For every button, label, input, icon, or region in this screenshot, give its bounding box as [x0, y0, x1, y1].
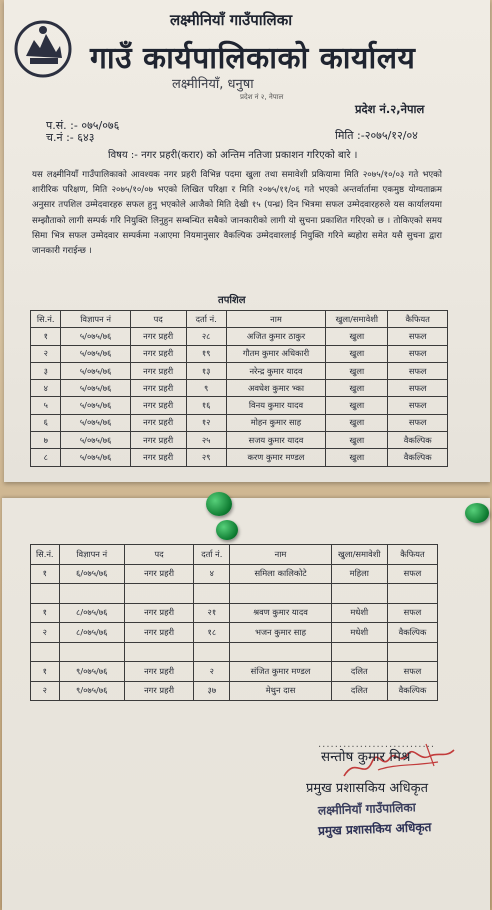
table-cell: सफल — [388, 380, 448, 397]
table-cell: २ — [31, 681, 60, 701]
table-cell: खुला — [326, 380, 388, 397]
table-cell: ३७ — [194, 681, 230, 701]
table-cell: खुला — [326, 362, 388, 379]
dispatch-number: च.नं :- ६४३ — [46, 131, 95, 144]
table-cell: ८ — [31, 449, 61, 466]
table-cell: समिला कालिकोटे — [230, 564, 331, 584]
column-header: विज्ञापन नं — [59, 545, 124, 565]
letter-date: मिति :-२०७५/१२/०४ — [335, 129, 418, 142]
signature-line: ............................ — [318, 739, 436, 750]
table-cell: विनय कुमार यादव — [226, 397, 326, 414]
table-cell: ५/०७५/७६ — [61, 449, 130, 466]
results-table-open — [30, 310, 448, 467]
table-cell: खुला — [326, 449, 388, 466]
municipality-name: लक्ष्मीनियाँ गाउँपालिका — [170, 11, 293, 29]
table-cell: खुला — [326, 345, 388, 362]
table-cell: संजित कुमार मण्डल — [230, 662, 331, 682]
column-header: दर्ता नं. — [186, 311, 226, 328]
table-cell — [124, 642, 193, 662]
table-cell: ८/०७५/७६ — [59, 623, 124, 643]
table-cell — [194, 584, 230, 604]
table-cell: ४ — [194, 564, 230, 584]
table-cell: ५/०७५/७६ — [61, 432, 130, 449]
table-cell — [387, 584, 437, 604]
column-header: दर्ता नं. — [194, 545, 230, 565]
table-row — [31, 380, 448, 397]
table-cell: नगर प्रहरी — [124, 623, 193, 643]
table-cell — [59, 584, 124, 604]
column-header: खुला/समावेशी — [326, 311, 388, 328]
table-cell: नगर प्रहरी — [124, 603, 193, 623]
table-cell: महिला — [331, 564, 387, 584]
table-row — [31, 564, 438, 584]
signatory-title: प्रमुख प्रशासकिय अधिकृत — [306, 781, 429, 796]
column-header: पद — [130, 311, 186, 328]
address-stamp: लक्ष्मीनियाँ, धनुषा — [172, 77, 254, 92]
table-cell: नरेन्द्र कुमार यादव — [226, 362, 326, 379]
table-cell: नगर प्रहरी — [130, 328, 186, 345]
notice-body: यस लक्ष्मीनियाँ गाउँपालिकाको आवश्यक नगर प्रहरी विभिन्न पदमा खुला तथा समावेशी प्रकियामा मिति २०७५/१०/०३ गते भएको शारीरिक परिक्षण, मिति २०७५/१०/०७ भएको लिखित परिक्षा र मिति २०७५/११/०६ गते भएको अन्तर्वार्तामा एकमुष्ठ योग्यताक्रम अनुसार तपशिल उम्मेदवारहरु सफल हुनु भएकोले आजैको मिति देखी १५ (पन्ध्र) दिन भित्रमा सफल उम्मेदवारहरुले यस कार्यालयमा सम्झौताको लागी सम्पर्क गरि नियुक्ति लिनुहुन सम्बन्धित सबैको जानकारीको लागी यो सुचना प्रकाशित गरिएको छ । तोकिएको समय सिमा भित्र सफल उम्मेदवार सम्पर्कमा नआएमा नियमानुसार वैकल्पिक उम्मेदवारलाई नियुक्ति गरिने ब्यहोरा समेत यसै सुचना द्वारा जानकारी गराईन्छ । — [32, 170, 442, 257]
table-row — [31, 414, 448, 431]
table-caption: तपशिल — [218, 295, 246, 306]
table-cell: २५ — [186, 432, 226, 449]
table-row — [31, 681, 438, 701]
table-cell: सफल — [388, 345, 448, 362]
table-cell: १३ — [186, 362, 226, 379]
table-cell: ९/०७५/७६ — [59, 662, 124, 682]
table-cell: नगर प्रहरी — [124, 681, 193, 701]
column-header: नाम — [226, 311, 326, 328]
table-cell: नगर प्रहरी — [130, 397, 186, 414]
table-cell — [59, 642, 124, 662]
table-cell: नगर प्रहरी — [130, 380, 186, 397]
table-cell: ७ — [31, 432, 61, 449]
table-cell: वैकल्पिक — [387, 623, 437, 643]
table-cell: नगर प्रहरी — [130, 362, 186, 379]
table-row — [31, 584, 438, 604]
column-header: पद — [124, 545, 193, 565]
column-header: सि.नं. — [31, 311, 61, 328]
table-cell: गौतम कुमार अधिकारी — [226, 345, 326, 362]
table-cell: १ — [31, 564, 60, 584]
table-cell: १ — [31, 603, 60, 623]
table-cell — [387, 642, 437, 662]
table-row — [31, 449, 448, 466]
table-cell: दलित — [331, 681, 387, 701]
table-cell: २ — [31, 345, 61, 362]
table-cell: २१ — [194, 603, 230, 623]
table-cell: १८ — [194, 623, 230, 643]
table-cell: सफल — [388, 328, 448, 345]
letter-reference-number: प.सं. :- ०७५/०७६ — [46, 119, 120, 132]
table-cell — [230, 642, 331, 662]
table-cell — [124, 584, 193, 604]
column-header: कैफियत — [387, 545, 437, 565]
table-cell: सजय कुमार यादव — [226, 432, 326, 449]
table-cell: मधेशी — [331, 603, 387, 623]
column-header: सि.नं. — [31, 545, 60, 565]
table-header-row — [31, 545, 438, 565]
table-cell: करण कुमार मण्डल — [226, 449, 326, 466]
table-cell: वैकल्पिक — [387, 681, 437, 701]
table-cell: १ — [31, 328, 61, 345]
office-title: गाउँ कार्यपालिकाको कार्यालय — [90, 41, 416, 76]
column-header: खुला/समावेशी — [331, 545, 387, 565]
column-header: कैफियत — [388, 311, 448, 328]
table-row — [31, 432, 448, 449]
official-stamp-line2: प्रमुख प्रशासकिय अधिकृत — [317, 820, 432, 838]
column-header: नाम — [230, 545, 331, 565]
table-cell: नगर प्रहरी — [130, 432, 186, 449]
table-cell: ५/०७५/७६ — [61, 397, 130, 414]
table-cell — [31, 584, 60, 604]
table-cell: मोहन कुमार साह — [226, 414, 326, 431]
table-cell: ५/०७५/७६ — [61, 380, 130, 397]
table-cell: २ — [31, 623, 60, 643]
table-cell — [331, 642, 387, 662]
table-row — [31, 397, 448, 414]
table-cell — [194, 642, 230, 662]
table-cell: सफल — [388, 362, 448, 379]
table-cell: सफल — [388, 414, 448, 431]
subject-line: विषय :- नगर प्रहरी(करार) को अन्तिम नतिजा प्रकाशन गरिएको बारे । — [108, 150, 358, 161]
nepal-emblem-icon — [12, 18, 74, 80]
address-stamp-small: प्रदेश नं २, नेपाल — [240, 93, 284, 101]
table-cell: ९/०७५/७६ — [59, 681, 124, 701]
table-cell: ५/०७५/७६ — [61, 328, 130, 345]
table-row — [31, 642, 438, 662]
table-row — [31, 623, 438, 643]
table-row — [31, 362, 448, 379]
green-pushpin-icon — [206, 492, 232, 516]
table-cell: मधेशी — [331, 623, 387, 643]
table-cell: वैकल्पिक — [388, 449, 448, 466]
signatory-name: सन्तोष कुमार मिश्र — [321, 749, 411, 765]
table-cell: सफल — [388, 397, 448, 414]
table-cell: ६ — [31, 414, 61, 431]
table-cell: नगर प्रहरी — [130, 414, 186, 431]
table-cell: ४ — [31, 380, 61, 397]
table-cell: खुला — [326, 414, 388, 431]
table-cell — [31, 642, 60, 662]
table-row — [31, 345, 448, 362]
green-pushpin-icon — [216, 520, 238, 540]
table-cell: नगर प्रहरी — [124, 564, 193, 584]
table-cell: नगर प्रहरी — [124, 662, 193, 682]
table-row — [31, 662, 438, 682]
table-cell: अवधेश कुमार भ्का — [226, 380, 326, 397]
table-cell: १२ — [186, 414, 226, 431]
table-cell: ५/०७५/७६ — [61, 362, 130, 379]
table-cell: श्रवण कुमार यादव — [230, 603, 331, 623]
table-cell: नगर प्रहरी — [130, 345, 186, 362]
table-cell: ८/०७५/७६ — [59, 603, 124, 623]
table-cell: २८ — [186, 328, 226, 345]
table-cell: १९ — [186, 345, 226, 362]
table-cell: ५/०७५/७६ — [61, 345, 130, 362]
results-table-inclusive — [30, 544, 438, 701]
table-cell: ५ — [31, 397, 61, 414]
column-header: विज्ञापन नं — [61, 311, 130, 328]
table-cell: खुला — [326, 397, 388, 414]
table-cell: मेथुन दास — [230, 681, 331, 701]
table-cell: १ — [31, 662, 60, 682]
table-cell: अजित कुमार ठाकुर — [226, 328, 326, 345]
table-cell: १६ — [186, 397, 226, 414]
table-cell: २९ — [186, 449, 226, 466]
table-cell: ३ — [31, 362, 61, 379]
table-cell — [331, 584, 387, 604]
table-header-row — [31, 311, 448, 328]
table-cell: खुला — [326, 328, 388, 345]
table-cell: नगर प्रहरी — [130, 449, 186, 466]
table-cell: भजन कुमार साह — [230, 623, 331, 643]
table-row — [31, 328, 448, 345]
table-cell: सफल — [387, 603, 437, 623]
table-cell: दलित — [331, 662, 387, 682]
green-pushpin-icon — [465, 503, 489, 523]
table-cell — [230, 584, 331, 604]
official-stamp-line1: लक्ष्मीनियाँ गाउँपालिका — [317, 800, 416, 818]
table-cell: ९ — [186, 380, 226, 397]
table-cell: वैकल्पिक — [388, 432, 448, 449]
table-cell: सफल — [387, 564, 437, 584]
table-cell: सफल — [387, 662, 437, 682]
table-cell: ६/०७५/७६ — [59, 564, 124, 584]
table-cell: खुला — [326, 432, 388, 449]
table-row — [31, 603, 438, 623]
table-cell: ५/०७५/७६ — [61, 414, 130, 431]
province-label: प्रदेश नं.२,नेपाल — [355, 102, 425, 116]
table-cell: २ — [194, 662, 230, 682]
